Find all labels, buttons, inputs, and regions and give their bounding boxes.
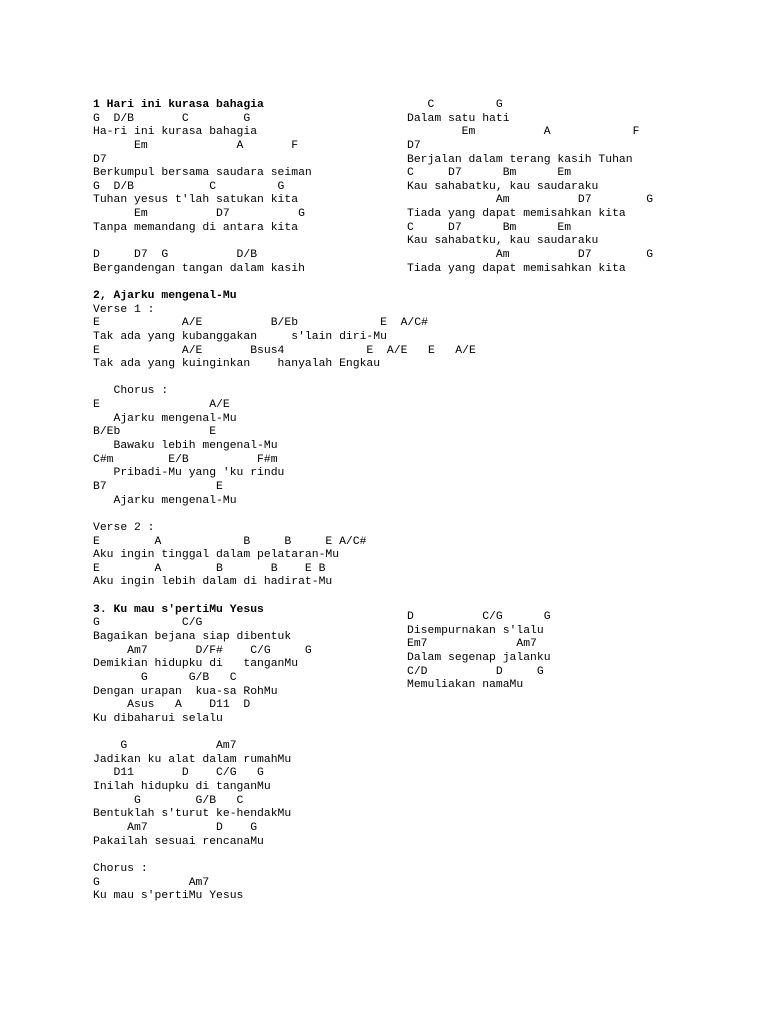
- lyric-line: Dalam satu hati: [407, 112, 510, 125]
- lyric-line: Berkumpul bersama saudara seiman: [93, 167, 312, 180]
- lyric-line: Am D7 G: [407, 194, 654, 207]
- lyric-line: Tak ada yang kuinginkan hanyalah Engkau: [93, 358, 381, 371]
- lyric-line: Bagaikan bejana siap dibentuk: [93, 630, 292, 643]
- lyric-line: Bentuklah s'turut ke-hendakMu: [93, 808, 292, 821]
- lyric-line: Ha-ri ini kurasa bahagia: [93, 126, 258, 139]
- lyric-line: B/Eb E: [93, 426, 217, 439]
- right-column-top: [407, 99, 653, 276]
- lyric-line: [93, 590, 476, 604]
- lyric-line: [93, 276, 476, 290]
- lyric-line: D C/G G: [407, 611, 551, 623]
- lyric-line: C/D D G: [407, 665, 544, 678]
- lyric-line: C D7 Bm Em: [407, 167, 572, 180]
- lyric-line: Bawaku lebih mengenal-Mu: [93, 440, 278, 453]
- lyric-line: Demikian hidupku di tanganMu: [93, 658, 299, 671]
- song-title: 1 Hari ini kurasa bahagia: [93, 99, 264, 111]
- lyric-line: D7: [407, 139, 421, 152]
- lyric-line: Am7 D G: [93, 821, 258, 834]
- lyric-line: Ku mau s'pertiMu Yesus: [93, 890, 244, 903]
- lyric-line: Kau sahabatku, kau saudaraku: [407, 180, 599, 193]
- lyric-line: G Am7: [93, 740, 237, 753]
- lyric-line: Verse 2 :: [93, 521, 155, 534]
- lyric-line: Em A F: [407, 126, 640, 139]
- lyric-line: Chorus :: [93, 385, 169, 398]
- lyric-line: Jadikan ku alat dalam rumahMu: [93, 753, 292, 766]
- song-title: 2, Ajarku mengenal-Mu: [93, 289, 237, 302]
- lyric-line: E A/E Bsus4 E A/E E A/E: [93, 344, 476, 357]
- lyric-line: Verse 1 :: [93, 303, 155, 316]
- lyric-line: Em A F: [93, 139, 299, 152]
- lyric-line: [93, 508, 476, 522]
- lyric-line: Tak ada yang kubanggakan s'lain diri-Mu: [93, 330, 387, 343]
- lyric-line: G D/B C G: [93, 180, 285, 193]
- lyric-line: G Am7: [93, 876, 210, 889]
- lyric-line: E A B B E B: [93, 562, 326, 575]
- lyric-line: [93, 849, 476, 863]
- lyric-line: Bergandengan tangan dalam kasih: [93, 262, 305, 275]
- lyric-line: Aku ingin lebih dalam di hadirat-Mu: [93, 576, 333, 589]
- lyric-line: Berjalan dalam terang kasih Tuhan: [407, 153, 633, 166]
- lyric-line: G G/B C: [93, 794, 244, 807]
- lyric-line: G C/G: [93, 617, 203, 630]
- lyric-line: G D/B C G: [93, 112, 251, 125]
- lyric-line: D7: [93, 153, 107, 166]
- lyric-line: E A/E B/Eb E A/C#: [93, 317, 428, 330]
- lyric-line: [93, 372, 476, 386]
- lyric-line: Dengan urapan kua-sa RohMu: [93, 685, 278, 698]
- lyric-line: Tuhan yesus t'lah satukan kita: [93, 194, 299, 207]
- lyric-line: [93, 726, 476, 740]
- lyric-line: G G/B C: [93, 671, 237, 684]
- lyric-line: Pakailah sesuai rencanaMu: [93, 835, 264, 848]
- lyric-line: Tiada yang dapat memisahkan kita: [407, 262, 626, 275]
- lyric-line: Memuliakan namaMu: [407, 679, 524, 692]
- lyric-line: Ku dibaharui selalu: [93, 712, 223, 725]
- lyric-line: Ajarku mengenal-Mu: [93, 494, 237, 507]
- lyric-line: Kau sahabatku, kau saudaraku: [407, 235, 599, 248]
- lyric-line: E A/E: [93, 399, 230, 412]
- lyric-line: C#m E/B F#m: [93, 453, 278, 466]
- lyric-line: Aku ingin tinggal dalam pelataran-Mu: [93, 549, 340, 562]
- lyric-line: D11 D C/G G: [93, 767, 264, 780]
- lyric-line: Tanpa memandang di antara kita: [93, 221, 299, 234]
- lyric-line: Disempurnakan s'lalu: [407, 624, 544, 637]
- lyric-line: Inilah hidupku di tanganMu: [93, 781, 271, 794]
- lyric-line: Am7 D/F# C/G G: [93, 644, 312, 657]
- lyric-line: Em7 Am7: [407, 638, 537, 651]
- song-title: 3. Ku mau s'pertiMu Yesus: [93, 603, 264, 616]
- lyric-line: Asus A D11 D: [93, 699, 251, 712]
- lyric-line: Ajarku mengenal-Mu: [93, 412, 237, 425]
- lyric-line: C G: [407, 99, 503, 111]
- lyric-line: Chorus :: [93, 862, 148, 875]
- lyric-line: B7 E: [93, 480, 223, 493]
- lyric-line: Em D7 G: [93, 208, 305, 221]
- lyric-line: Pribadi-Mu yang 'ku rindu: [93, 467, 285, 480]
- lyric-line: E A B B E A/C#: [93, 535, 367, 548]
- lyric-line: Am D7 G: [407, 249, 654, 262]
- lyric-line: D D7 G D/B: [93, 249, 258, 262]
- lyric-line: C D7 Bm Em: [407, 221, 572, 234]
- right-column-bottom: [407, 611, 551, 693]
- lyric-line: Dalam segenap jalanku: [407, 651, 551, 664]
- lyric-line: Tiada yang dapat memisahkan kita: [407, 208, 626, 221]
